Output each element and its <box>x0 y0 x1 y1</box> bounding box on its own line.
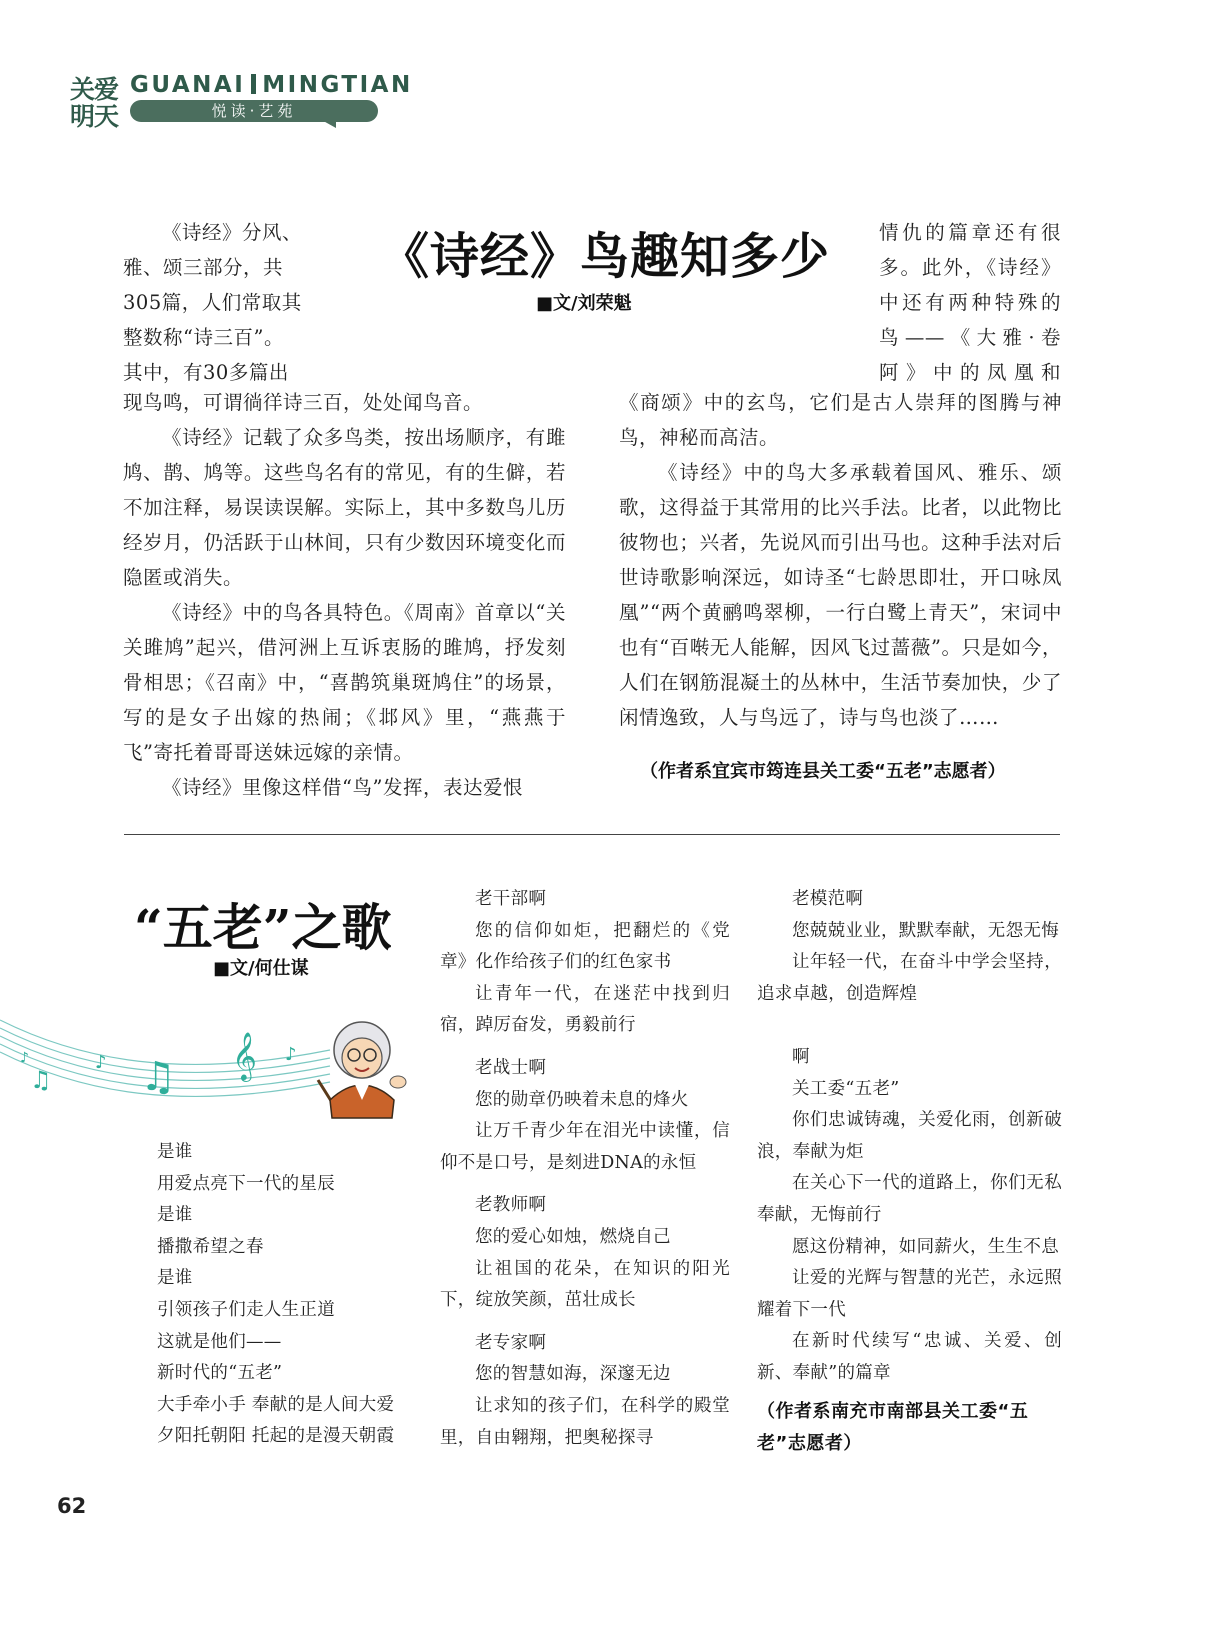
poem-line: 让爱的光辉与智慧的光芒，永远照耀着下一代 <box>757 1268 1062 1320</box>
magazine-logo <box>70 76 118 130</box>
poem-line: 让求知的孩子们，在科学的殿堂里，自由翱翔，把奥秘探寻 <box>440 1395 730 1448</box>
article2-title: “五老”之歌 <box>134 898 392 957</box>
text-line: 雅、颂三部分，共 <box>123 256 284 279</box>
article2-byline: ■文/何仕谋 <box>213 958 309 979</box>
brand-divider <box>251 74 256 94</box>
text-line: 阿》中的凤凰和 <box>879 361 1061 384</box>
poem-column-1 <box>157 1137 417 1453</box>
poem-line: 老干部啊 <box>475 889 547 909</box>
article1-right-top <box>879 215 1061 390</box>
text-line: 其中，有30多篇出 <box>123 361 289 384</box>
article1-author-note: （作者系宜宾市筠连县关工委“五老”志愿者） <box>640 761 1006 782</box>
poem-line: 您的智慧如海，深邃无边 <box>475 1364 671 1385</box>
text-line: 大手牵小手 奉献的是人间大爱 <box>157 1394 395 1415</box>
text-line: 是谁 <box>157 1142 193 1162</box>
logo-line-2: 明天 <box>70 102 119 131</box>
section-label-tail <box>318 118 336 128</box>
paragraph: 《诗经》中的鸟大多承载着国风、雅乐、颂歌，这得益于其常用的比兴手法。比者，以此物比彼物也；兴者，先说风而引出马也。这种手法对后世诗歌影响深远，如诗圣“七龄思即壮，开口咏凤凰”“两个黄鹂鸣翠柳，一行白鹭上青天”，宋词中也有“百啭无人能解，因风飞过蔷薇”。只是如今，人们在钢筋混凝土的丛林中，生活节奏加快，少了闲情逸致，人与鸟远了，诗与鸟也淡了…… <box>619 461 1062 729</box>
music-note-icon: ♪ <box>285 1044 297 1065</box>
poem-line: 愿这份精神，如同薪火，生生不息 <box>792 1236 1059 1257</box>
text-line: 中还有两种特殊的 <box>879 291 1061 314</box>
text-line: 整数称“诗三百”。 <box>123 326 284 349</box>
article1-title: 《诗经》鸟趣知多少 <box>380 227 831 285</box>
text-line: 是谁 <box>157 1268 193 1289</box>
text-line: 305篇，人们常取其 <box>123 291 302 314</box>
music-illustration <box>0 1000 420 1125</box>
article1-byline: ■文/刘荣魁 <box>536 293 632 314</box>
paragraph: 现鸟鸣，可谓徜徉诗三百，处处闻鸟音。 <box>123 391 484 414</box>
treble-clef-icon: 𝄞 <box>232 1031 257 1080</box>
text-line: 夕阳托朝阳 托起的是漫天朝霞 <box>157 1426 395 1447</box>
poem-line: 老专家啊 <box>475 1332 547 1353</box>
poem-line: 让青年一代，在迷茫中找到归宿，踔厉奋发，勇毅前行 <box>440 983 730 1036</box>
text-line: 引领孩子们走人生正道 <box>157 1299 335 1320</box>
text-line: 播撒希望之春 <box>157 1236 264 1257</box>
article2-author-note: （作者系南充市南部县关工委“五老”志愿者） <box>757 1401 1029 1454</box>
poem-line: 老模范啊 <box>792 889 864 909</box>
music-note-icon: ♪ <box>20 1050 29 1066</box>
text-line: 新时代的“五老” <box>157 1363 283 1384</box>
brand-name <box>130 72 413 98</box>
brand-right: MINGTIAN <box>262 72 413 98</box>
poem-line: 关工委“五老” <box>792 1078 900 1099</box>
article1-left-column <box>123 385 566 805</box>
music-note-icon: ♫ <box>140 1054 176 1100</box>
article1-left-top <box>123 215 323 390</box>
poem-line: 您的爱心如烛，燃烧自己 <box>475 1226 671 1247</box>
text-line: 多。此外，《诗经》 <box>879 256 1061 279</box>
music-note-icon: ♫ <box>30 1066 52 1094</box>
text-line: 是谁 <box>157 1205 193 1226</box>
brand-left: GUANAI <box>130 72 246 98</box>
page-number: 62 <box>57 1494 87 1518</box>
poem-column-2 <box>440 884 730 1454</box>
paragraph: 《商颂》中的玄鸟，它们是古人崇拜的图腾与神鸟，神秘而高洁。 <box>619 391 1062 449</box>
article1-right-column <box>619 385 1062 735</box>
paragraph: 《诗经》中的鸟各具特色。《周南》首章以“关关雎鸠”起兴，借河洲上互诉衷肠的雎鸠，抒发刻骨相思；《召南》中，“喜鹊筑巢斑鸠住”的场景，写的是女子出嫁的热闹；《邶风》里，“燕燕于飞”寄托着哥哥送妹远嫁的亲情。 <box>123 601 566 764</box>
paragraph: 《诗经》记载了众多鸟类，按出场顺序，有雎鸠、鹊、鸠等。这些鸟名有的常见，有的生僻，若不加注释，易误读误解。实际上，其中多数鸟儿历经岁月，仍活跃于山林间，只有少数因环境变化而隐匿或消失。 <box>123 426 566 589</box>
logo-line-1: 关爱 <box>70 75 119 104</box>
text-line: 用爱点亮下一代的星辰 <box>157 1173 335 1194</box>
poem-line: 老教师啊 <box>475 1195 547 1216</box>
teacher-icon <box>318 1022 406 1118</box>
poem-line: 啊 <box>792 1046 810 1067</box>
poem-line: 在新时代续写“忠诚、关爱、创新、奉献”的篇章 <box>757 1331 1062 1383</box>
poem-line: 让祖国的花朵，在知识的阳光下，绽放笑颜，茁壮成长 <box>440 1258 730 1311</box>
text-line: 情仇的篇章还有很 <box>879 221 1061 244</box>
poem-line: 老战士啊 <box>475 1057 547 1078</box>
text-line: 《诗经》分风、 <box>162 221 303 244</box>
poem-line: 您的信仰如炬，把翻烂的《党章》化作给孩子们的红色家书 <box>440 920 730 973</box>
poem-column-3 <box>757 884 1062 1390</box>
paragraph: 《诗经》里像这样借“鸟”发挥，表达爱恨 <box>162 776 523 799</box>
poem-line: 让万千青少年在泪光中读懂，信仰不是口号，是刻进DNA的永恒 <box>440 1121 730 1173</box>
poem-line: 您的勋章仍映着未息的烽火 <box>475 1089 689 1110</box>
text-line: 鸟——《大雅·卷 <box>879 326 1061 349</box>
poem-line: 您兢兢业业，默默奉献，无怨无悔 <box>792 920 1059 941</box>
section-label: 悦读·艺苑 <box>130 100 378 122</box>
poem-line: 在关心下一代的道路上，你们无私奉献，无悔前行 <box>757 1173 1062 1225</box>
poem-line: 你们忠诚铸魂，关爱化雨，创新破浪，奉献为炬 <box>757 1110 1062 1162</box>
section-divider <box>124 834 1060 835</box>
music-note-icon: ♪ <box>95 1052 107 1073</box>
text-line: 这就是他们—— <box>157 1331 282 1352</box>
poem-line: 让年轻一代，在奋斗中学会坚持，追求卓越，创造辉煌 <box>757 952 1062 1004</box>
